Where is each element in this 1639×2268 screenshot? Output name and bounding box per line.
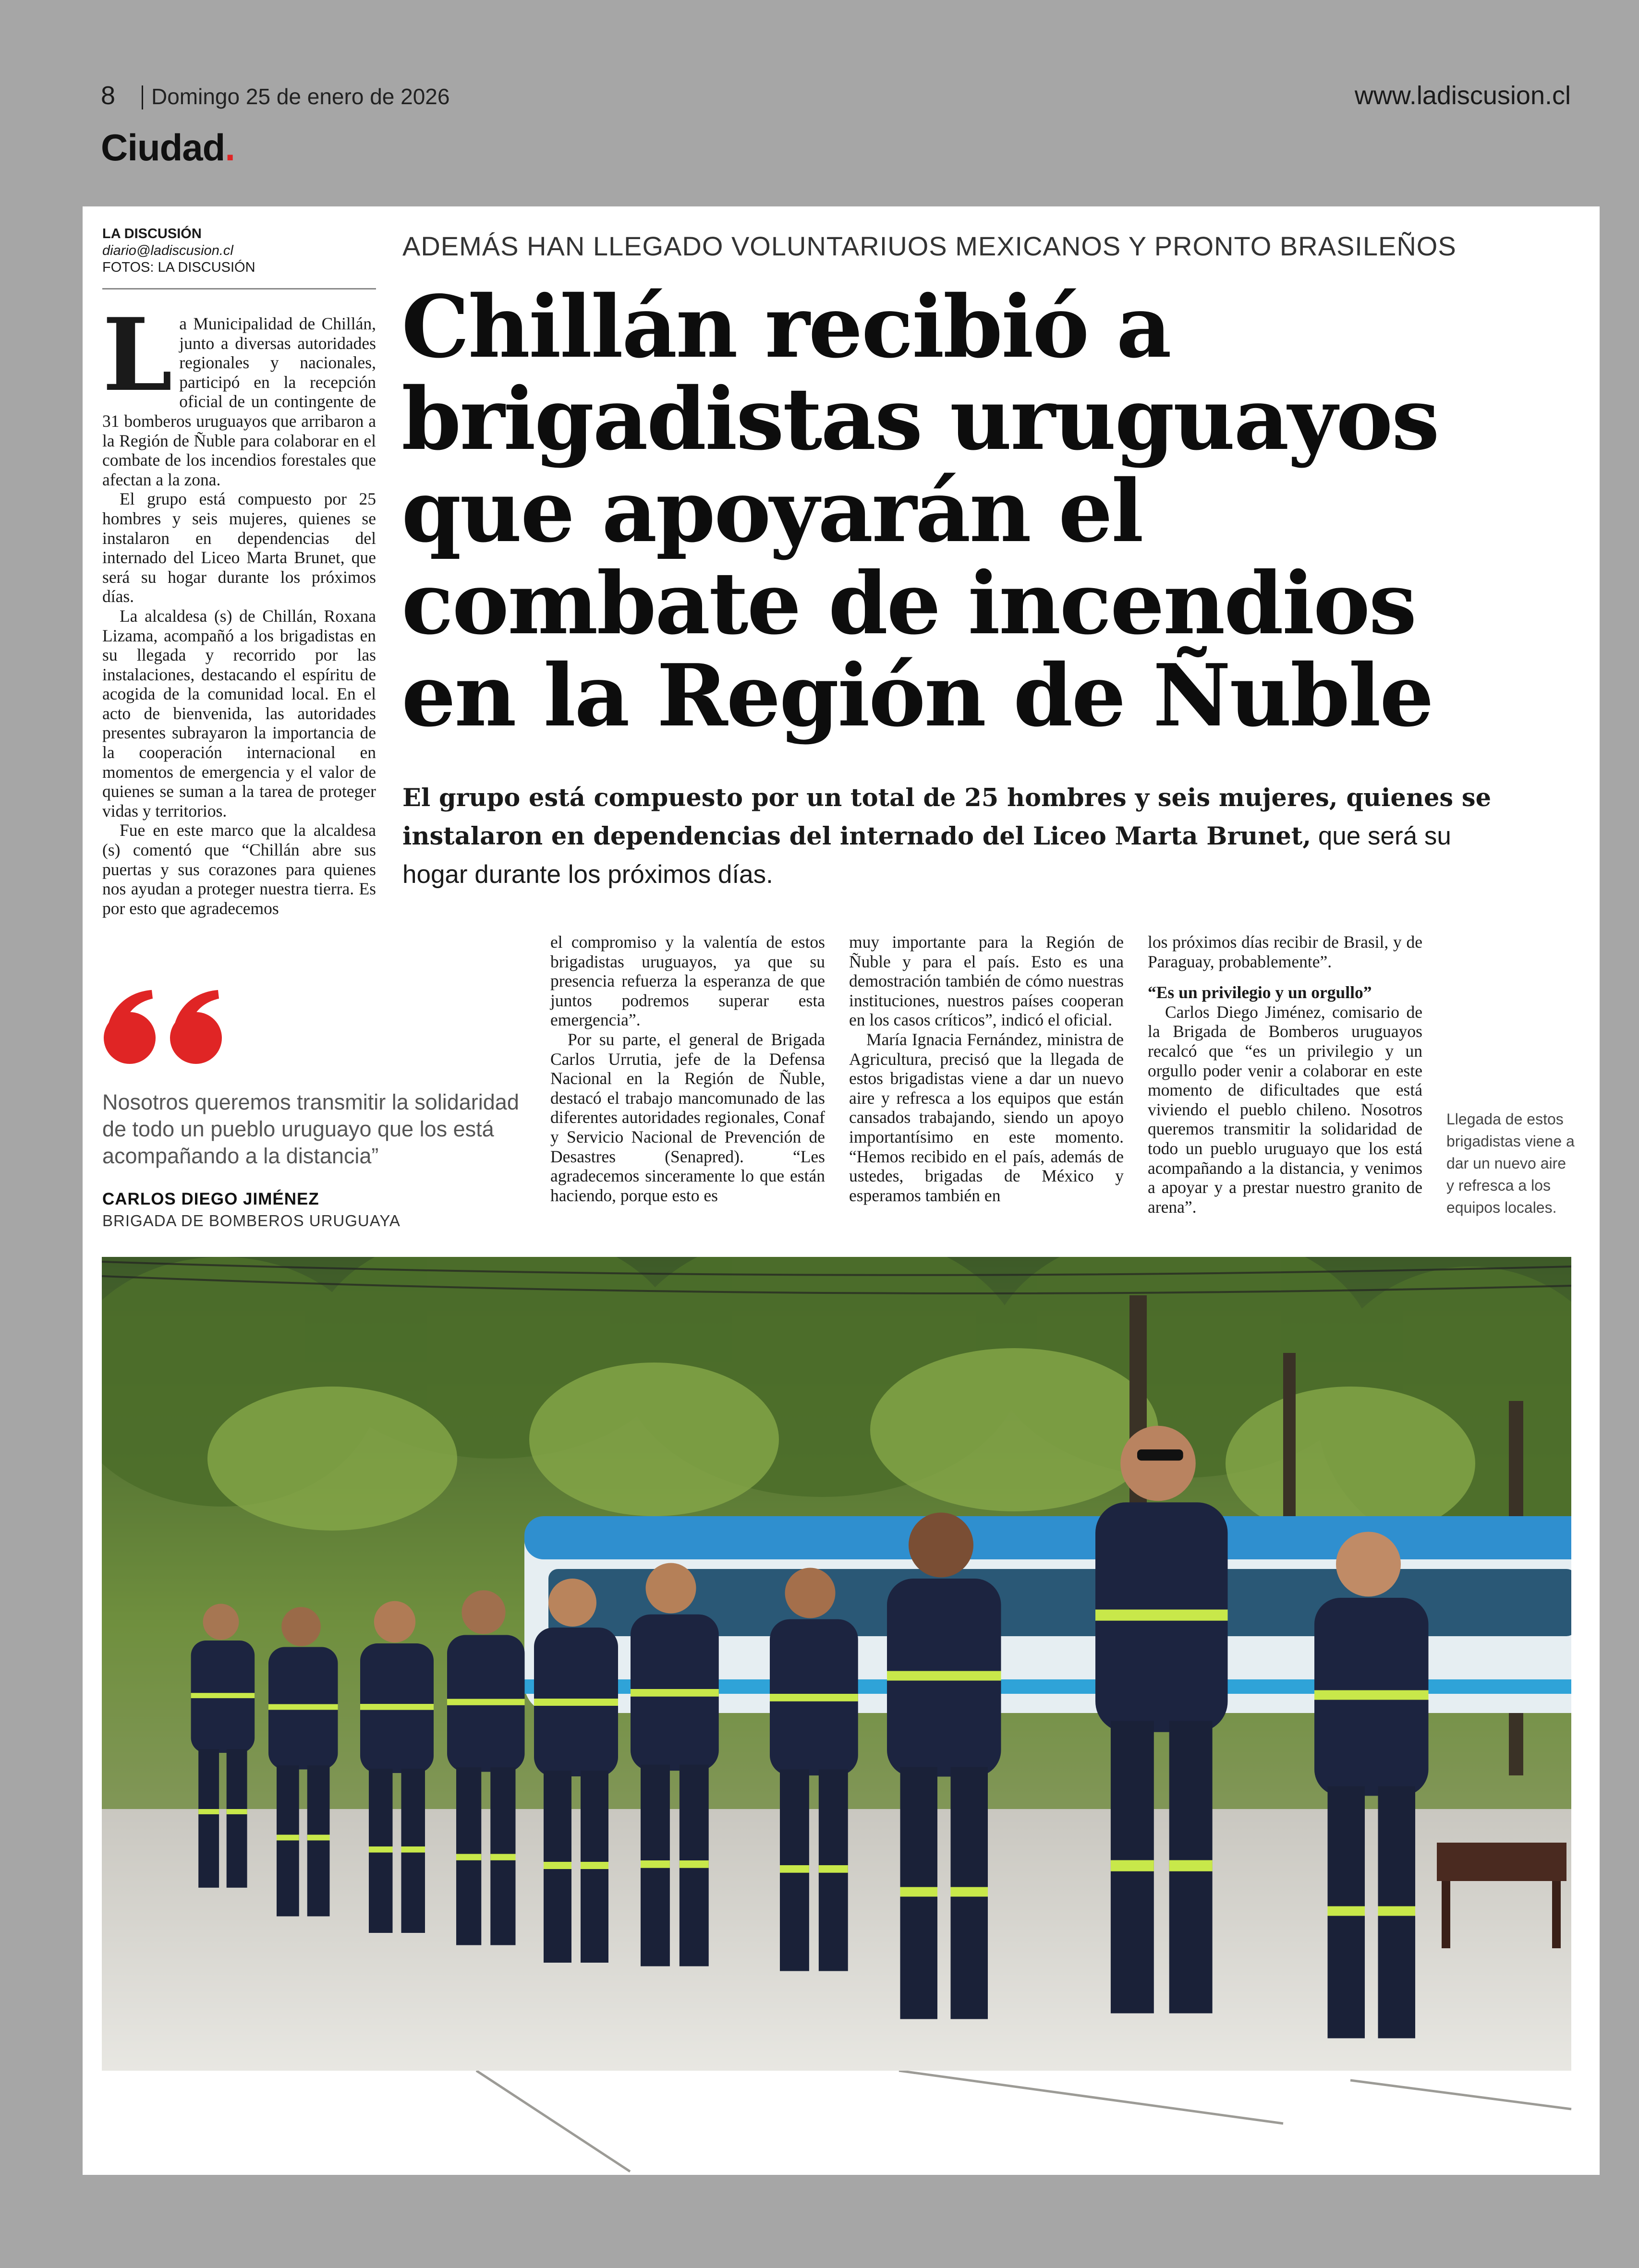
section-title: [101, 126, 235, 169]
body-paragraph: El grupo está compuesto por 25 hombres y seis mujeres, quienes se instalaron en dependencias del internado del Liceo Marta Brunet, que será su hogar durante los próximos días.: [102, 489, 376, 606]
byline: [102, 226, 376, 276]
section-dot: .: [225, 126, 235, 169]
paragraph-text: a Municipalidad de Chillán, junto a diversas autoridades regionales y nacionales, participó en la recepción oficial de un contingente de 31 bomberos uruguayos que arribaron a la Región de Ñuble para colaborar en el combate de los incendios forestales que afectan a la zona.: [102, 314, 376, 489]
byline-divider: [102, 288, 376, 290]
publication-date: Domingo 25 de enero de 2026: [151, 84, 450, 109]
headline: Chillán recibió a brigadistas uruguayos que apoyarán el combate de incendios en la Región de Ñuble: [401, 277, 1438, 746]
deck: [402, 779, 1517, 894]
body-paragraph: los próximos días recibir de Brasil, y de Paraguay, probablemente”.: [1148, 932, 1422, 971]
body-column-4: [1148, 932, 1422, 1217]
body-column-3: [849, 932, 1124, 1205]
pull-quote-role: BRIGADA DE BOMBEROS URUGUAYA: [102, 1212, 401, 1230]
byline-email[interactable]: diario@ladiscusion.cl: [102, 243, 233, 258]
paragraph-spacer: [1148, 971, 1422, 983]
body-paragraph: Carlos Diego Jiménez, comisario de la Brigada de Bomberos uruguayos recalcó que “es un privilegio y un orgullo poder venir a colaborar en este momento de dificultades que está viviendo el pueblo chileno. Nosotros queremos transmitir la solidaridad de todo un pueblo uruguayo que los está acompañando a la distancia, y venimos a apoyar y a prestar nuestro granito de arena”.: [1148, 1002, 1422, 1217]
body-column-1: [102, 297, 376, 918]
deck-regular: que será su hogar durante los próximos días.: [402, 822, 1451, 889]
subheading: “Es un privilegio y un orgullo”: [1148, 983, 1372, 1002]
deck-bold: El grupo está compuesto por un total de 25 hombres y seis mujeres, quienes se instalaron en dependencias del internado del Liceo Marta Brunet,: [402, 784, 1492, 851]
body-paragraph: [102, 297, 376, 489]
body-paragraph: Fue en este marco que la alcaldesa (s) comentó que “Chillán abre sus puertas y sus corazones para quienes nos ayudan a proteger nuestra tierra. Es por esto que agradecemos: [102, 820, 376, 918]
byline-outlet: LA DISCUSIÓN: [102, 226, 202, 241]
body-paragraph: La alcaldesa (s) de Chillán, Roxana Lizama, acompañó a los brigadistas en su llegada y recorrido por las instalaciones, destacando el espíritu de acogida de la comunidad local. En el acto de bienvenida, las autoridades presentes subrayaron la importancia de la cooperación internacional en momentos de emergencia y el valor de quienes se suman a la tarea de proteger vidas y territorios.: [102, 606, 376, 820]
body-paragraph: María Ignacia Fernández, ministra de Agricultura, precisó que la llegada de estos brigadistas viene a dar un nuevo aire y refresca a los equipos que están cansados trabajando, siendo un apoyo importantísimo en este momento. “Hemos recibido en el país, además de ustedes, brigadas de México y esperamos también en: [849, 1029, 1124, 1205]
body-paragraph: el compromiso y la valentía de estos brigadistas uruguayos, ya que su presencia refuerza la esperanza de que juntos podremos superar esta emergencia”.: [550, 932, 825, 1030]
photo-pavement-edge: [83, 2071, 1600, 2175]
section-label: Ciudad: [101, 126, 225, 169]
pull-quote-author: CARLOS DIEGO JIMÉNEZ: [102, 1190, 319, 1208]
website-link[interactable]: www.ladiscusion.cl: [1354, 81, 1571, 110]
body-column-2: [550, 932, 825, 1205]
body-paragraph: Por su parte, el general de Brigada Carlos Urrutia, jefe de la Defensa Nacional en la Región de Ñuble, destacó el trabajo mancomunado de las diferentes autoridades regionales, Conaf y Servicio Nacional de Prevención de Desastres (Senapred). “Les agradecemos sinceramente lo que están haciendo, porque esto es: [550, 1029, 825, 1205]
header-divider: [142, 85, 143, 109]
pull-quote-text: Nosotros queremos transmitir la solidaridad de todo un pueblo uruguayo que los está acompañando a la distancia”: [102, 1090, 519, 1168]
kicker: ADEMÁS HAN LLEGADO VOLUNTARIUOS MEXICANOS Y PRONTO BRASILEÑOS: [402, 231, 1457, 261]
article-photo: [102, 1257, 1571, 2071]
body-paragraph: muy importante para la Región de Ñuble y para el país. Esto es una demostración también de cómo nuestras instituciones, nuestros países cooperan en los casos críticos”, indicó el oficial.: [849, 932, 1124, 1030]
drop-cap: L: [102, 297, 173, 414]
photo-caption: Llegada de estos brigadistas viene a dar un nuevo aire y refresca a los equipos locales.: [1446, 1110, 1575, 1216]
byline-photos: FOTOS: LA DISCUSIÓN: [102, 260, 255, 275]
page-number: 8: [101, 81, 116, 110]
quote-mark-icon: [102, 988, 228, 1064]
